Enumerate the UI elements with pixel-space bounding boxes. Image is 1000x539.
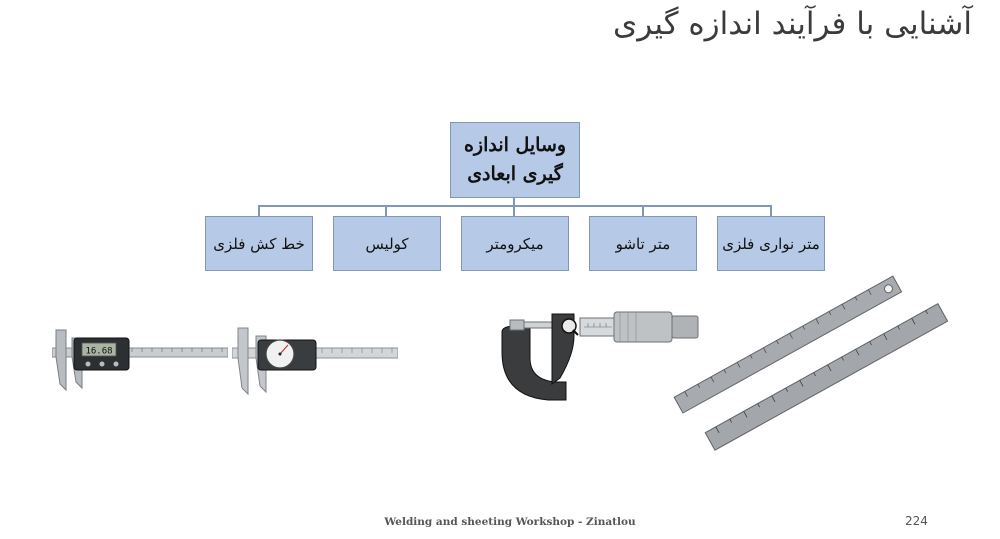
page-number: 224 (905, 514, 928, 528)
child-connector-1 (258, 205, 260, 216)
child-connector-4 (642, 205, 644, 216)
root-line-2: گیری ابعادی (467, 163, 563, 185)
child-connector-2 (385, 205, 387, 216)
diagram-box-steel-ruler: خط کش فلزی (205, 216, 313, 271)
steel-rulers-image (660, 270, 980, 490)
child-connector-3 (513, 205, 515, 216)
diagram-box-caliper: کولیس (333, 216, 441, 271)
diagram-box-tape-measure: متر نواری فلزی (717, 216, 825, 271)
footer-text: Welding and sheeting Workshop - Zinatlou (384, 516, 636, 528)
digital-caliper-image (52, 326, 228, 396)
child-connector-5 (770, 205, 772, 216)
slide-title: آشنایی با فرآیند اندازه گیری (613, 6, 972, 42)
caliper-display-reading: 16.68 (85, 346, 113, 357)
diagram-root-box (450, 122, 580, 198)
root-line-1: وسایل اندازه (463, 133, 567, 156)
diagram-box-folding-meter: متر تاشو (589, 216, 697, 271)
horizontal-connector (258, 205, 772, 207)
diagram-box-micrometer: میکرومتر (461, 216, 569, 271)
dial-caliper-image (232, 326, 398, 398)
